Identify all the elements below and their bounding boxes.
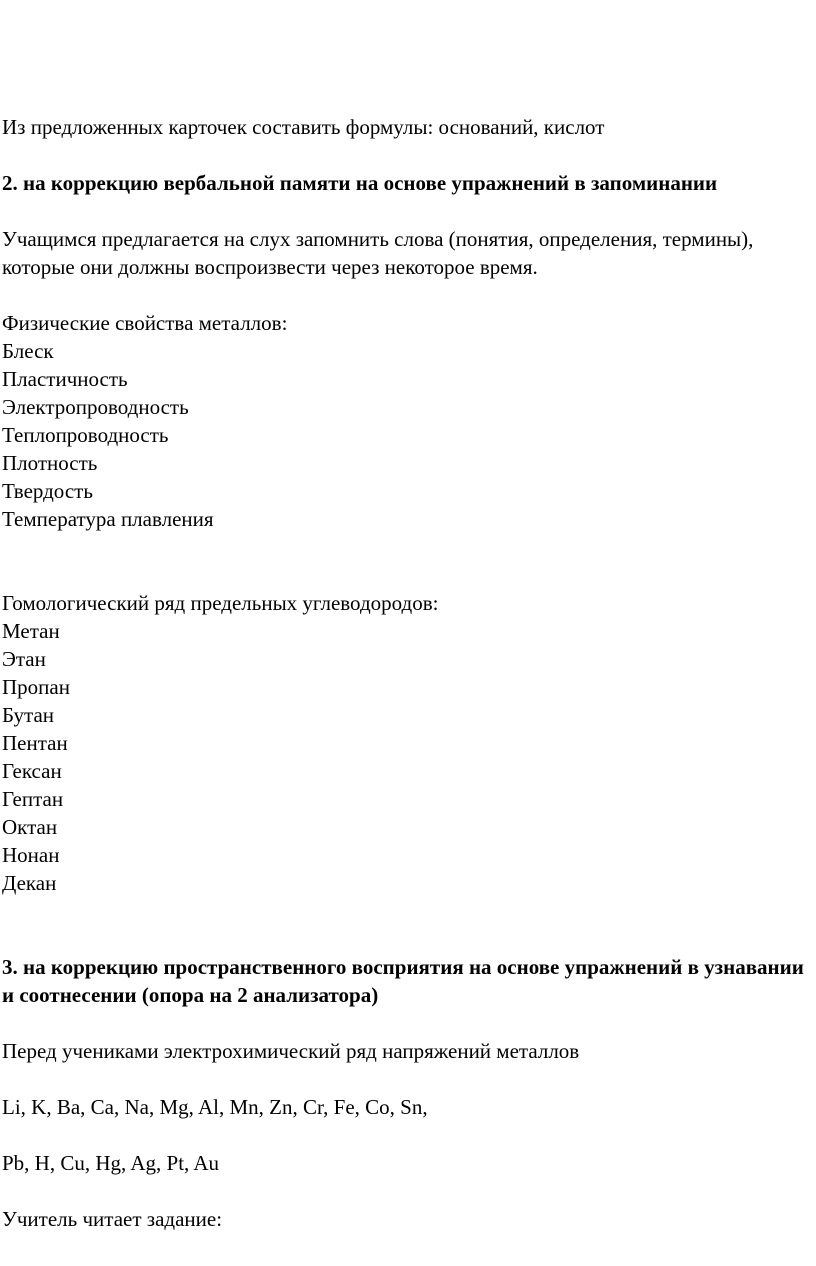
list-item: Плотность	[2, 451, 98, 475]
list-item: Пропан	[2, 675, 70, 699]
list-item: Этан	[2, 647, 46, 671]
metal-series-line-2: Pb, H, Cu, Hg, Ag, Pt, Au	[2, 1151, 220, 1175]
alkanes-series-title: Гомологический ряд предельных углеводородов:	[2, 591, 439, 615]
section-3-heading: 3. на коррекцию пространственного восприятия на основе упражнений в узнавании и соотнесении (опора на 2 анализатора)	[2, 955, 804, 1007]
list-item: Метан	[2, 619, 60, 643]
list-item: Температура плавления	[2, 507, 214, 531]
list-item: Октан	[2, 815, 58, 839]
section-3-instruction: Перед учениками электрохимический ряд напряжений металлов	[2, 1039, 580, 1063]
document-page	[2, 113, 814, 1233]
alkanes-series-list	[2, 617, 814, 897]
metals-properties-list	[2, 337, 814, 533]
list-item: Пластичность	[2, 367, 128, 391]
metal-series-line-1: Li, K, Ba, Ca, Na, Mg, Al, Mn, Zn, Cr, Fe, Co, Sn,	[2, 1095, 428, 1119]
list-item: Декан	[2, 871, 57, 895]
teacher-task-line: Учитель читает задание:	[2, 1207, 223, 1231]
list-item: Бутан	[2, 703, 55, 727]
section-2-instruction: Учащимся предлагается на слух запомнить слова (понятия, определения, термины), которые они должны воспроизвести через некоторое время.	[2, 227, 754, 279]
list-item: Гексан	[2, 759, 62, 783]
list-item: Нонан	[2, 843, 60, 867]
list-item: Блеск	[2, 339, 54, 363]
metals-properties-title: Физические свойства металлов:	[2, 311, 288, 335]
list-item: Теплопроводность	[2, 423, 169, 447]
list-item: Пентан	[2, 731, 68, 755]
list-item: Гептан	[2, 787, 64, 811]
intro-paragraph: Из предложенных карточек составить формулы: оснований, кислот	[2, 115, 605, 139]
list-item: Электропроводность	[2, 395, 189, 419]
section-2-heading: 2. на коррекцию вербальной памяти на основе упражнений в запоминании	[2, 171, 718, 195]
list-item: Твердость	[2, 479, 93, 503]
